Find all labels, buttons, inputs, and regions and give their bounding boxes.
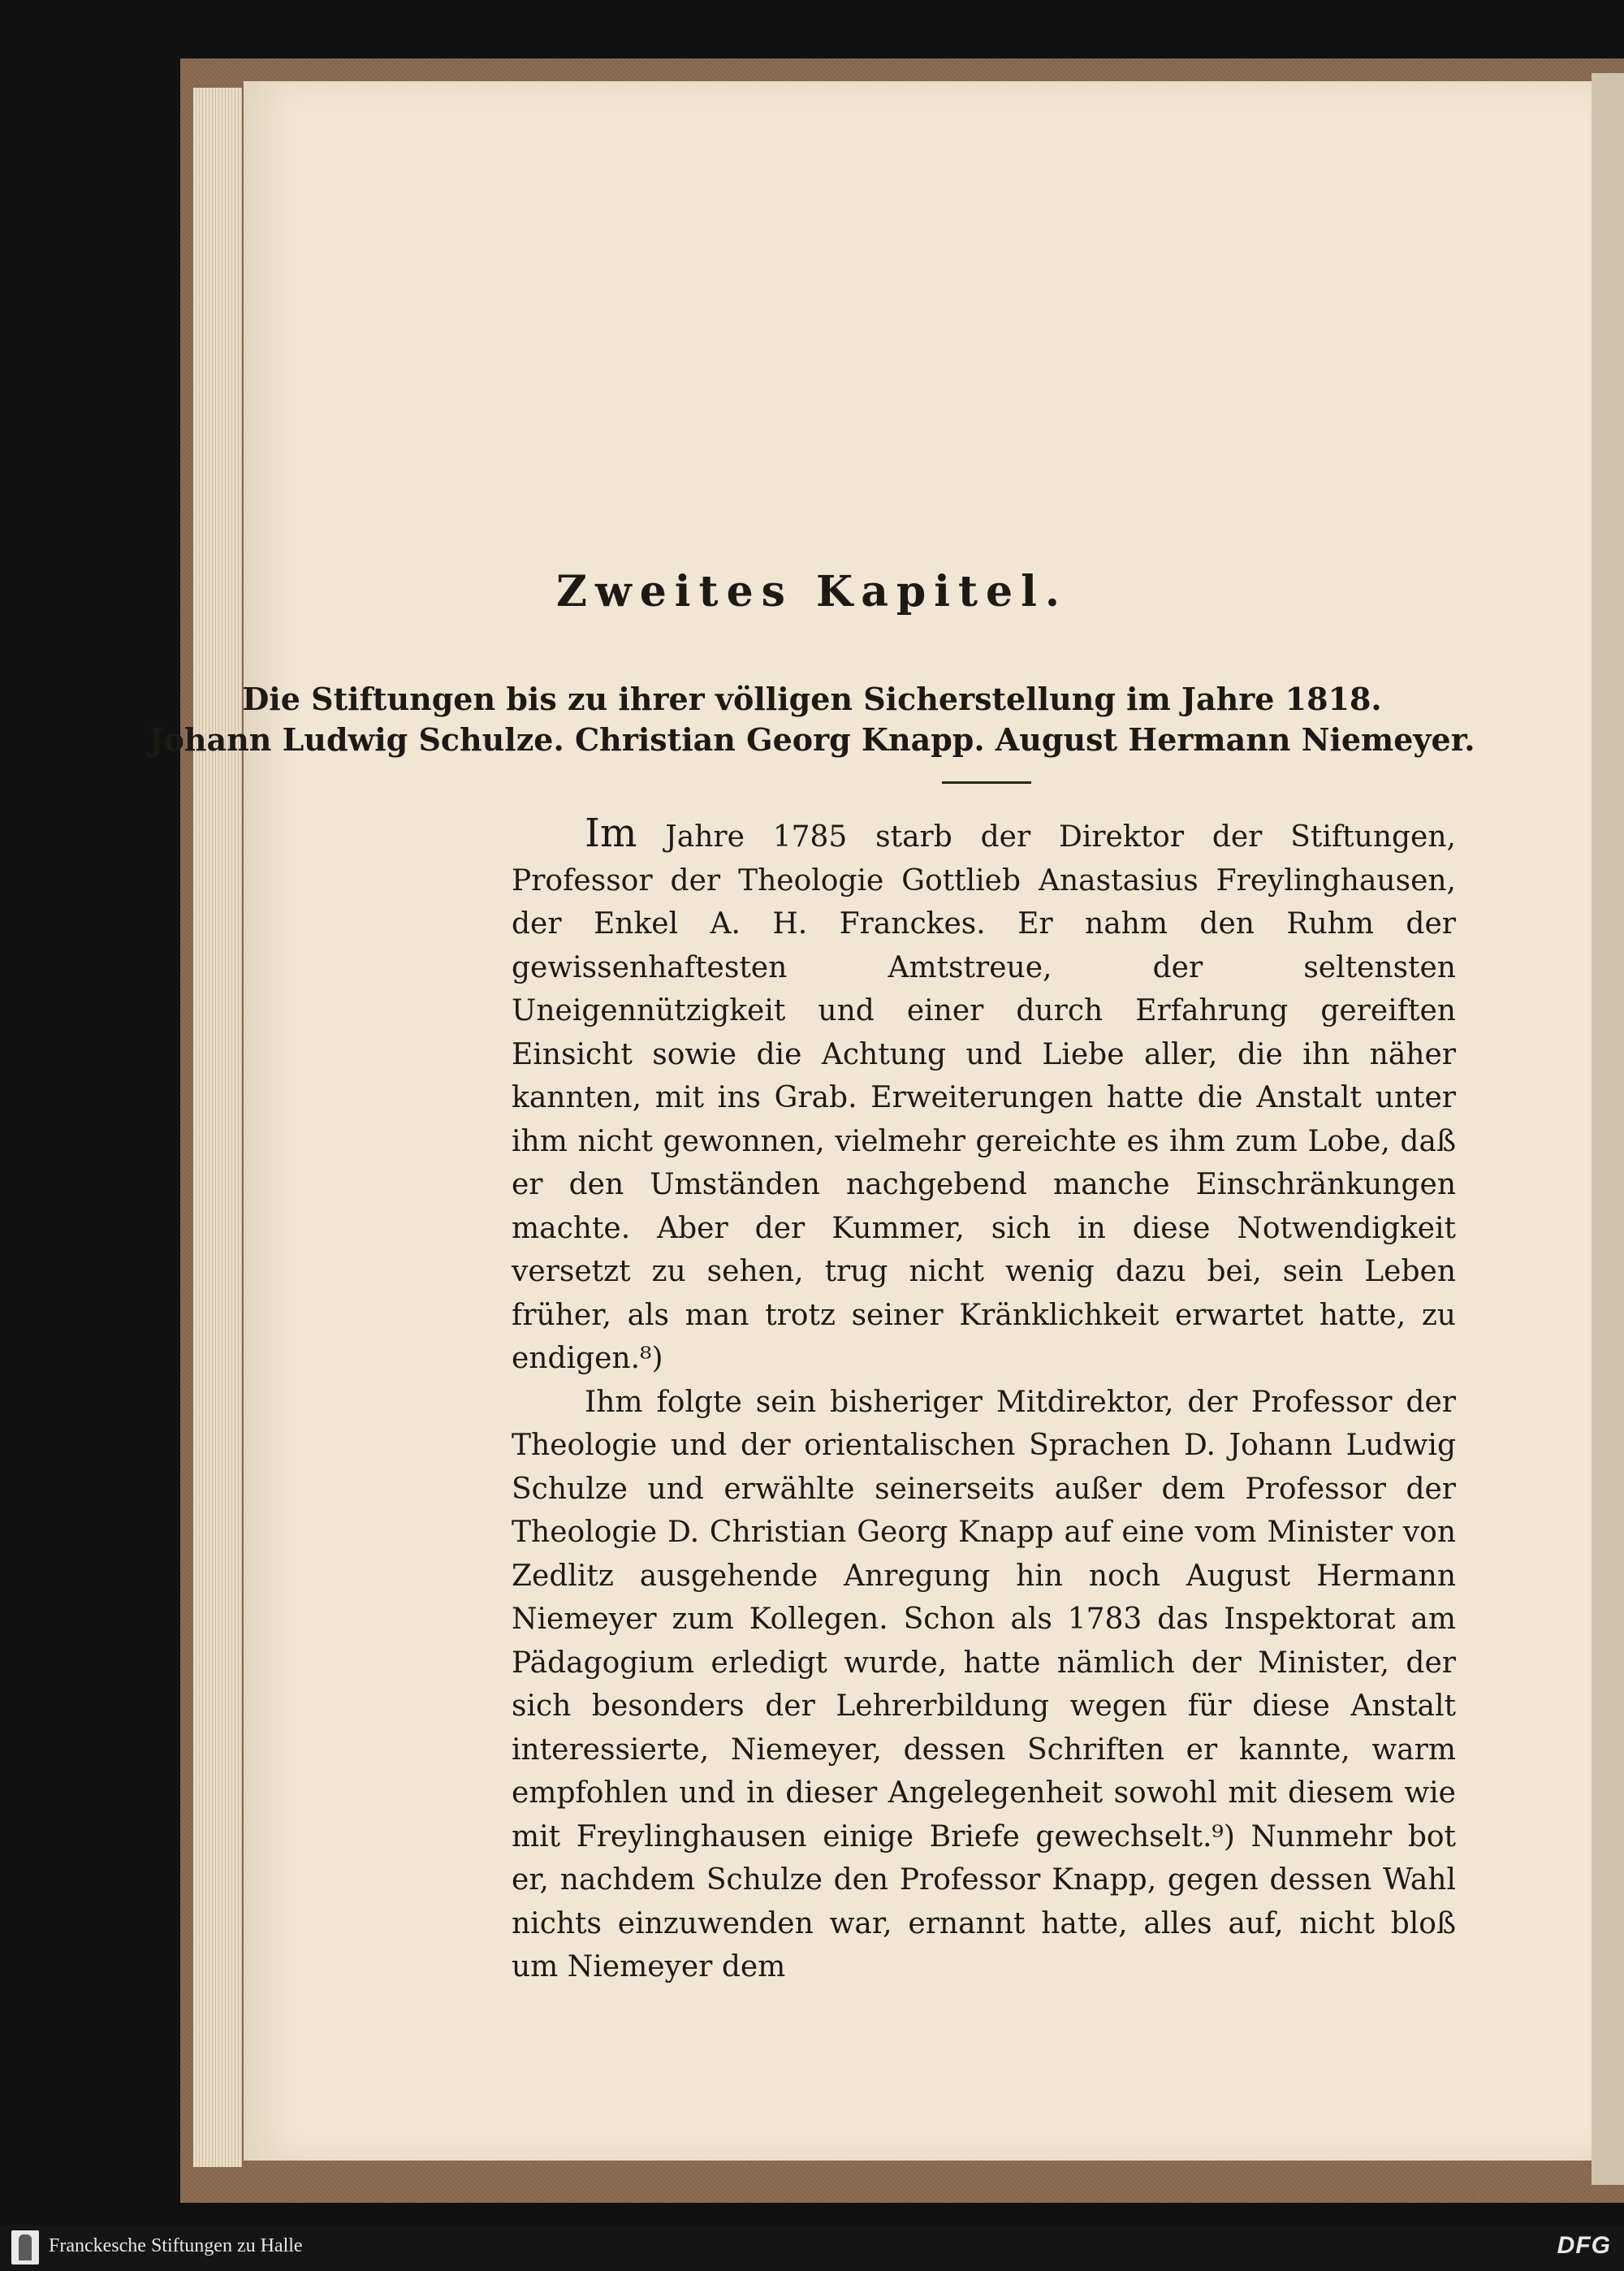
chapter-subtitle-line-2: Johann Ludwig Schulze. Christian Georg Knapp. August Hermann Niemeyer. xyxy=(149,721,1475,758)
paragraph-1-text: Jahre 1785 starb der Direktor der Stiftungen, Professor der Theologie Gottlieb Anastasius Freylinghausen, der Enkel A. H. Franckes. Er nahm den Ruhm der gewissenhaftesten Amtstreue, der seltensten Uneigennützigkeit und einer durch Erfahrung gereiften Einsicht sowie die Achtung und Liebe aller, die ihn näher kannten, mit ins Grab. Erweiterungen hatte die Anstalt unter ihm nicht gewonnen, vielmehr gereichte es ihm zum Lobe, daß er den Umständen nachgebend manche Einschränkungen machte. Aber der Kummer, sich in diese Notwendigkeit versetzt zu sehen, trug nicht wenig dazu bei, sein Leben früher, als man trotz seiner Kränklichkeit erwartet hatte, zu endigen.⁸) xyxy=(512,820,1456,1375)
paragraph-1 xyxy=(512,812,1456,1381)
body-text xyxy=(512,812,1456,1989)
institution-logo-icon xyxy=(11,2230,39,2265)
next-page-edge xyxy=(1592,73,1624,2185)
chapter-title: Zweites Kapitel. xyxy=(555,567,1068,616)
paragraph-initial: Im xyxy=(585,811,637,856)
page-edges xyxy=(193,88,242,2167)
footer-institution: Franckesche Stiftungen zu Halle xyxy=(49,2235,303,2256)
footer-brand: DFG xyxy=(1557,2232,1611,2259)
divider-rule xyxy=(942,781,1031,784)
paragraph-2: Ihm folgte sein bisheriger Mitdirektor, der Professor der Theologie und der orientalischen Sprachen D. Johann Ludwig Schulze und erwählte seinerseits außer dem Professor der Theologie D. Christian Georg Knapp auf eine vom Minister von Zedlitz ausgehende Anregung hin noch August Hermann Niemeyer zum Kollegen. Schon als 1783 das Inspektorat am Pädagogium erledigt wurde, hatte nämlich der Minister, der sich besonders der Lehrerbildung wegen für diese Anstalt interessierte, Niemeyer, dessen Schriften er kannte, warm empfohlen und in dieser Angelegenheit sowohl mit diesem wie mit Freylinghausen einige Briefe gewechselt.⁹) Nunmehr bot er, nachdem Schulze den Professor Knapp, gegen dessen Wahl nichts einzuwenden war, ernannt hatte, alles auf, nicht bloß um Niemeyer dem xyxy=(512,1385,1456,1983)
chapter-subtitle-line-1: Die Stiftungen bis zu ihrer völligen Sicherstellung im Jahre 1818. xyxy=(242,681,1382,717)
